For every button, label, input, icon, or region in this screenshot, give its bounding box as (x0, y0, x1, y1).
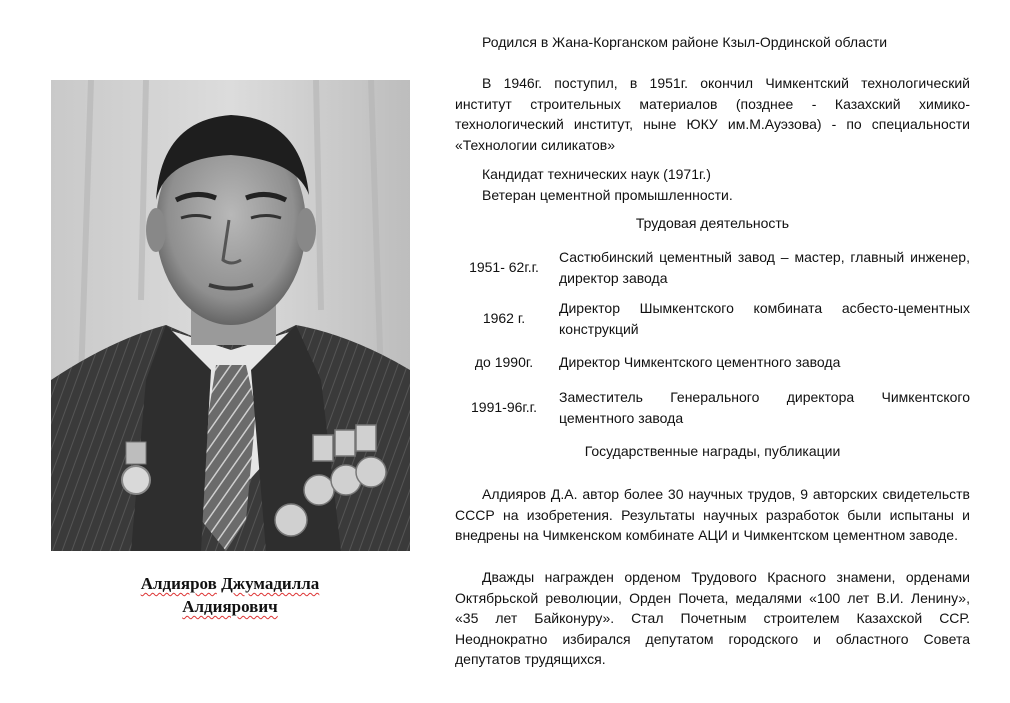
career-years: 1951- 62г.г. (469, 259, 539, 275)
caption-surname: Алдияров (140, 574, 217, 593)
career-row (455, 352, 970, 374)
career-years: до 1990г. (474, 354, 534, 370)
portrait-photo (51, 80, 410, 551)
degree-line: Кандидат технических наук (1971г.) (482, 166, 711, 182)
career-description: Директор Чимкентского цементного завода (559, 354, 841, 370)
career-description: Директор Шымкентского комбината асбесто-цементных конструкций (559, 300, 970, 337)
awards-paragraph: Дважды награжден орденом Трудового Красного знамени, орденами Октябрьской революции, Орден Почета, медалями «100 лет В.И. Ленину», «35 лет Байконуру». Стал Почетным строителем Казахской ССР. Неоднократно избирался депутатом городского и областного Совета депутатов трудящихся. (455, 569, 970, 667)
person-name-caption (60, 572, 400, 618)
career-description: Заместитель Генерального директора Чимкентского цементного завода (559, 389, 970, 426)
career-heading: Трудовая деятельность (635, 215, 790, 231)
caption-given-name: Джумадилла (221, 574, 320, 593)
career-years: 1991-96г.г. (471, 399, 537, 415)
career-years: 1962 г. (482, 310, 526, 326)
career-row (455, 247, 970, 289)
education-paragraph: В 1946г. поступил, в 1951г. окончил Чимкентский технологический институт строительных материалов (позднее - Казахский химико-технологический институт, ныне ЮКУ им.М.Ауэзова) - по специальности «Технологии силикатов» (455, 75, 970, 153)
veteran-line: Ветеран цементной промышленности. (482, 187, 733, 203)
awards-heading: Государственные награды, публикации (584, 443, 841, 459)
publications-paragraph: Алдияров Д.А. автор более 30 научных трудов, 9 авторских свидетельств СССР на изобретения. Результаты научных разработок были испытаны и внедрены на Чимкенском комбинате АЦИ и Чимкентском цементном заводе. (455, 486, 970, 543)
portrait-illustration (51, 80, 410, 551)
career-row (455, 298, 970, 340)
birth-line: Родился в Жана-Корганском районе Кзыл-Ординской области (482, 34, 888, 50)
career-row (455, 387, 970, 429)
career-description: Састюбинский цементный завод – мастер, главный инженер, директор завода (559, 249, 970, 286)
caption-patronymic: Алдиярович (182, 597, 278, 616)
